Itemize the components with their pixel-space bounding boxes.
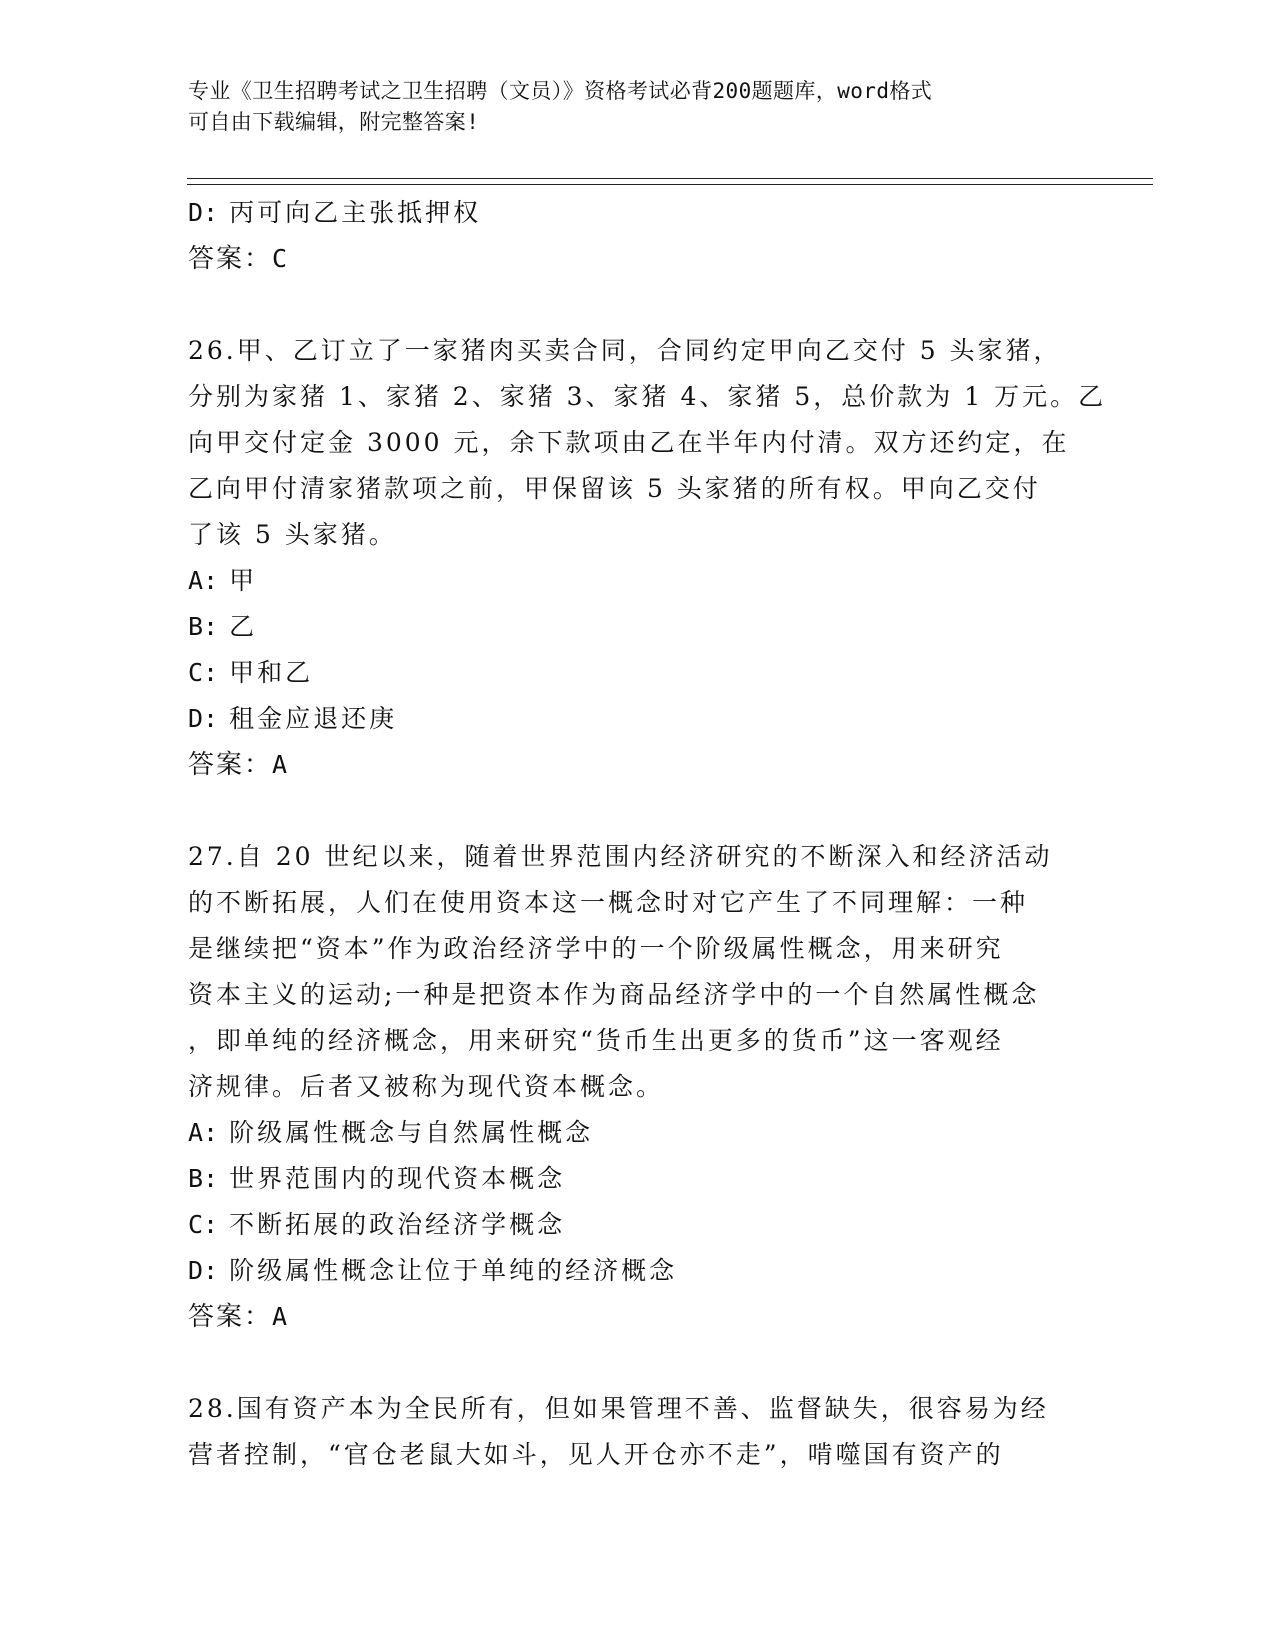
option-letter: D: <box>188 1256 219 1285</box>
page-header <box>188 76 1078 138</box>
question-stem-line: ，即单纯的经济概念，用来研究“货币生出更多的货币”这一客观经 <box>188 1026 1004 1055</box>
option-text: 阶级属性概念让位于单纯的经济概念 <box>229 1256 678 1285</box>
answer-line <box>188 742 1088 788</box>
option-text: 丙可向乙主张抵押权 <box>229 198 482 227</box>
question-27 <box>188 834 1088 1340</box>
answer-label: 答案： <box>188 244 273 274</box>
header-line-2: 可自由下载编辑，附完整答案! <box>188 110 480 134</box>
question-stem-line: 了该 5 头家猪。 <box>188 520 397 549</box>
question-stem-line: 向甲交付定金 3000 元，余下款项由乙在半年内付清。双方还约定，在 <box>188 428 1070 457</box>
question-stem-line: 28.国有资产本为全民所有，但如果管理不善、监督缺失，很容易为经 <box>188 1394 1049 1423</box>
question-stem-line: 26.甲、乙订立了一家猪肉买卖合同，合同约定甲向乙交付 5 头家猪， <box>188 336 1062 365</box>
option-letter: B: <box>188 612 219 641</box>
option-letter: D: <box>188 704 219 733</box>
answer-value: A <box>272 1302 290 1331</box>
option-c <box>188 1202 1088 1248</box>
option-b <box>188 1156 1088 1202</box>
prev-question-block <box>188 190 1088 282</box>
spacer <box>188 1340 1088 1386</box>
header-line-1: 专业《卫生招聘考试之卫生招聘（文员）》资格考试必背200题题库，word格式 <box>188 79 933 103</box>
option-text: 甲和乙 <box>229 658 314 687</box>
option-b <box>188 604 1088 650</box>
question-stem-line: 济规律。后者又被称为现代资本概念。 <box>188 1072 665 1101</box>
option-letter: B: <box>188 1164 219 1193</box>
answer-value: A <box>272 750 290 779</box>
option-text: 阶级属性概念与自然属性概念 <box>229 1118 594 1147</box>
answer-line <box>188 236 1088 282</box>
spacer <box>188 282 1088 328</box>
question-26 <box>188 328 1107 788</box>
option-d <box>188 1248 1088 1294</box>
question-stem-line: 是继续把“资本”作为政治经济学中的一个阶级属性概念，用来研究 <box>188 934 1004 963</box>
header-divider-thin <box>187 178 1153 179</box>
question-stem-line: 资本主义的运动;一种是把资本作为商品经济学中的一个自然属性概念 <box>188 980 1040 1009</box>
spacer <box>188 788 1088 834</box>
option-d <box>188 190 1088 236</box>
option-a <box>188 1110 1088 1156</box>
option-a <box>188 558 1088 604</box>
header-divider-thick <box>187 184 1153 185</box>
answer-label: 答案： <box>188 750 273 780</box>
option-letter: C: <box>188 1210 219 1239</box>
option-letter: A: <box>188 566 219 595</box>
answer-value: C <box>272 244 290 273</box>
question-28 <box>188 1386 1088 1478</box>
question-stem-line: 27.自 20 世纪以来，随着世界范围内经济研究的不断深入和经济活动 <box>188 842 1053 871</box>
question-content <box>188 190 1107 1478</box>
question-stem-line: 分别为家猪 1、家猪 2、家猪 3、家猪 4、家猪 5，总价款为 1 万元。乙 <box>188 382 1107 411</box>
answer-label: 答案： <box>188 1302 273 1332</box>
question-stem-line: 营者控制，“官仓老鼠大如斗，见人开仓亦不走”，啃噬国有资产的 <box>188 1440 1004 1469</box>
option-letter: A: <box>188 1118 219 1147</box>
answer-line <box>188 1294 1088 1340</box>
option-c <box>188 650 1088 696</box>
option-text: 不断拓展的政治经济学概念 <box>229 1210 566 1239</box>
question-stem-line: 的不断拓展，人们在使用资本这一概念时对它产生了不同理解：一种 <box>188 888 1029 917</box>
option-text: 甲 <box>229 566 258 595</box>
option-text: 世界范围内的现代资本概念 <box>229 1164 566 1193</box>
option-text: 租金应退还庚 <box>229 704 398 733</box>
question-stem-line: 乙向甲付清家猪款项之前，甲保留该 5 头家猪的所有权。甲向乙交付 <box>188 474 1041 503</box>
option-d <box>188 696 1088 742</box>
option-letter: D: <box>188 198 219 227</box>
option-letter: C: <box>188 658 219 687</box>
option-text: 乙 <box>229 612 258 641</box>
